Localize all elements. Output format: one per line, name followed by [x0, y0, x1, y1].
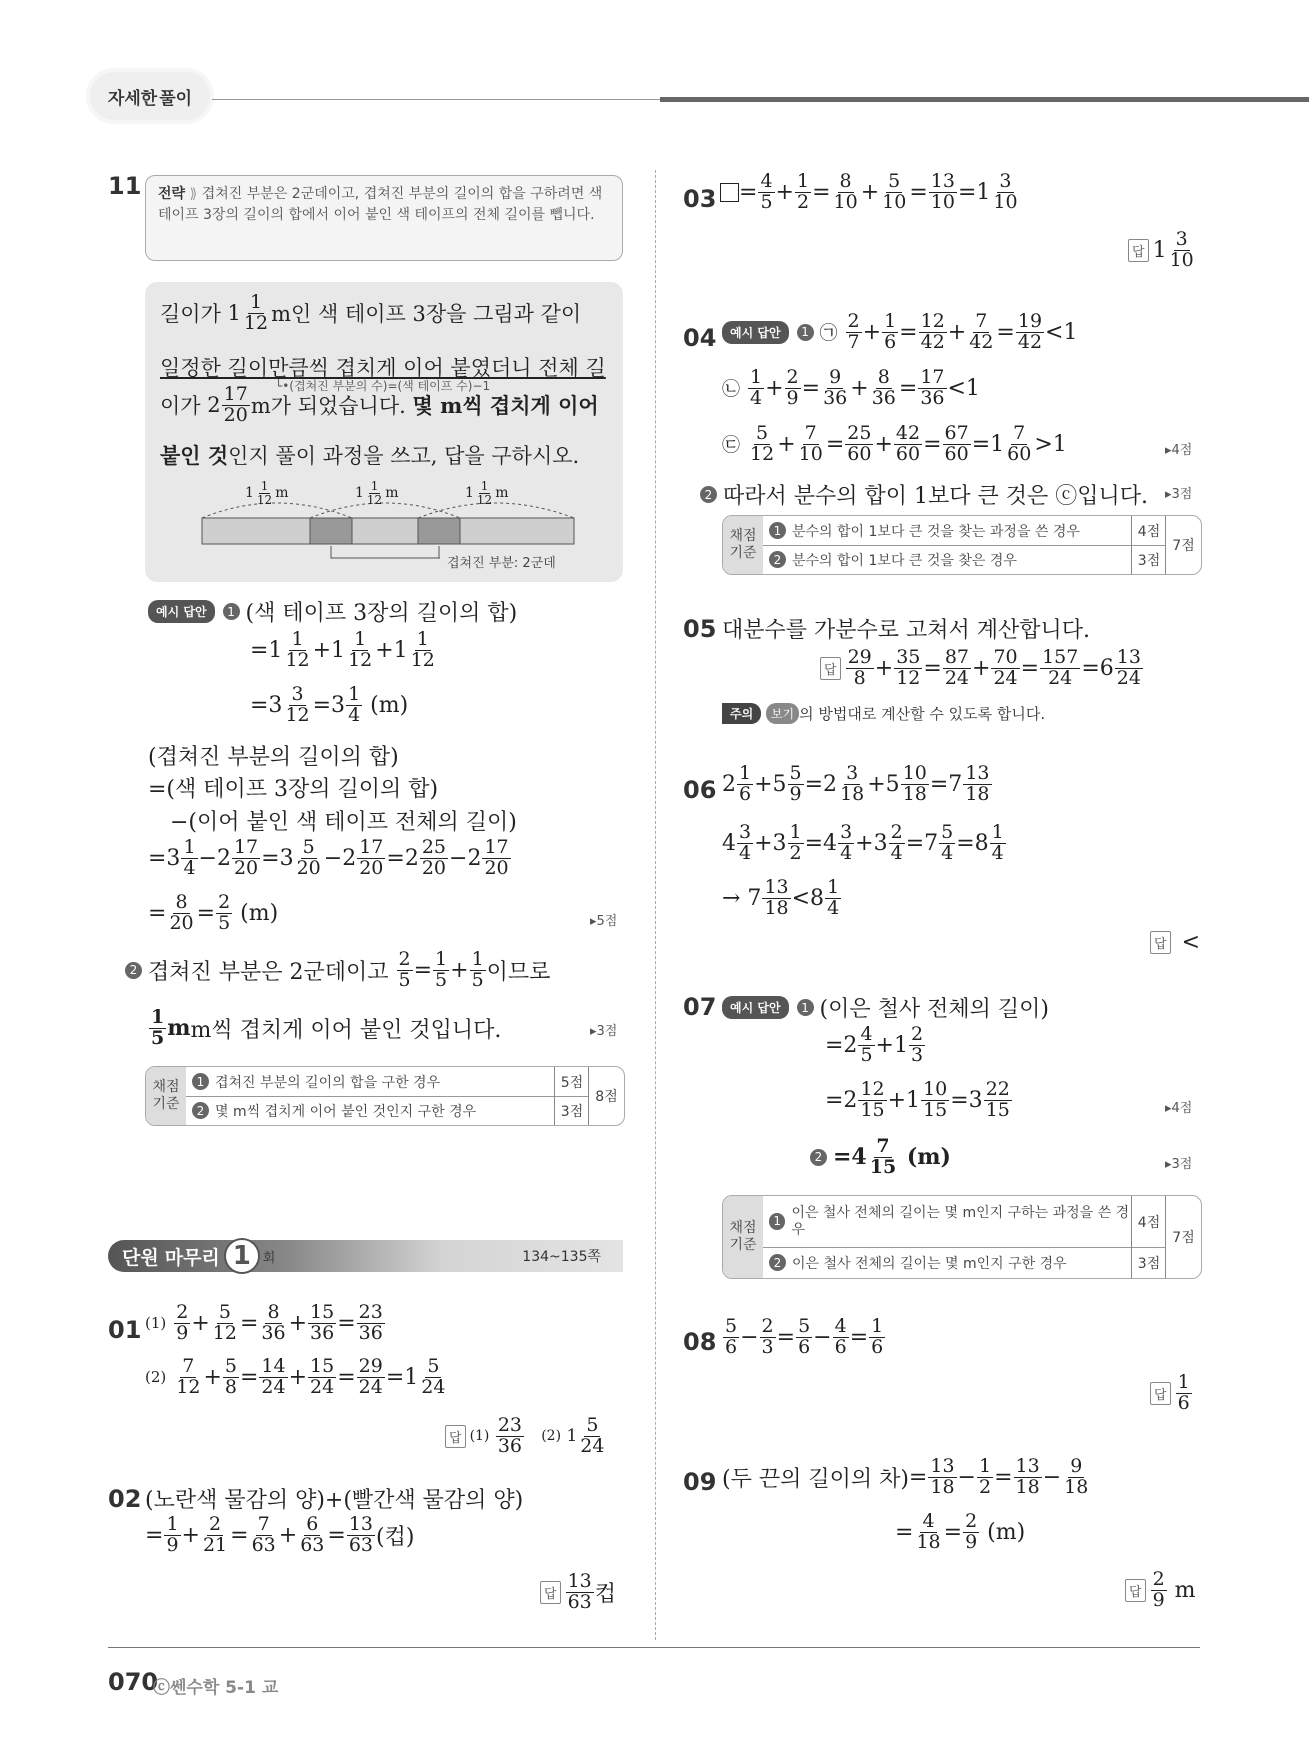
header-rule-thick — [660, 97, 1309, 102]
q07-step2: 2 =4 7 15 (m) — [810, 1137, 951, 1178]
q02-answer: 답 13 63 컵 — [540, 1572, 616, 1613]
fig-overlap-label: 겹쳐진 부분: 2군데 — [447, 556, 556, 571]
q11-line-s3: =(색 테이프 3장의 길이의 합) — [148, 777, 439, 802]
header-rule-thin — [212, 99, 660, 100]
q02-number: 02 — [108, 1485, 142, 1513]
q01-answer: 답 (1) 23 36 (2) 1 5 24 — [445, 1416, 607, 1457]
q09-eq2: = 4 18 = 2 9 (m) — [895, 1510, 1026, 1553]
q04-grading-table: 채점 기준 1 분수의 합이 1보다 큰 것을 찾는 과정을 쓴 경우 2 분수의 합이 1보다 큰 것을 찾은 경우 4점 3점 7점 — [722, 515, 1202, 575]
q07-number: 07 — [683, 993, 717, 1021]
footer-rule — [108, 1647, 1200, 1648]
q07-eq2: =2 12 15 +1 10 15 =3 22 15 — [825, 1078, 1010, 1121]
q09-number: 09 — [683, 1468, 717, 1496]
section-number: 1 — [224, 1238, 260, 1274]
strategy-label: 전략 — [158, 186, 186, 202]
q06-eq1: 2 1 6 +5 5 9 =2 3 18 +5 10 18 =7 13 18 — [722, 762, 990, 805]
q05-answer: 답 29 8 + 35 12 = 87 24 + 70 24 = 157 24 =6 13 24 — [820, 648, 1144, 689]
q09-answer: 답 2 9 m — [1125, 1570, 1196, 1611]
q05-number: 05 — [683, 615, 717, 643]
q07-eq1: =2 4 5 +1 2 3 — [825, 1023, 924, 1066]
q11-line-s2: (겹쳐진 부분의 길이의 합) — [148, 745, 399, 770]
q11-line-s4: −(이어 붙인 색 테이프 전체의 길이) — [170, 810, 517, 835]
q03-number: 03 — [683, 185, 717, 213]
q01-part1: (1) 2 9 + 5 12 = 8 36 + 15 36 = 23 36 — [145, 1301, 383, 1344]
q04-points-1: ▸4점 — [1165, 443, 1193, 458]
q04-points-2: ▸3점 — [1165, 487, 1193, 502]
q11-eq2: =3 3 12 =3 1 4 (m) — [250, 683, 409, 726]
problem-line-1: 길이가 1 1 12 m인 색 테이프 3장을 그림과 같이 — [160, 291, 582, 334]
q03-eq: = 4 5 + 1 2 = 8 10 + 5 10 = 13 10 =1 3 10 — [720, 172, 1021, 213]
q05-text: 대분수를 가분수로 고쳐서 계산합니다. — [722, 618, 1091, 643]
q07-grading-table: 채점 기준 1 이은 철사 전체의 길이는 몇 m인지 구하는 과정을 쓴 경우 2 이은 철사 전체의 길이는 몇 m인지 구한 경우 4점 3점 7점 — [722, 1195, 1202, 1279]
q04-line-c: ㉢ 5 12 + 7 10 = 25 60 + 42 60 = 67 60 =1 7 60 >1 — [722, 422, 1067, 465]
q05-caution: 주의 보기 의 방법대로 계산할 수 있도록 합니다. — [722, 703, 1045, 724]
section-pages: 134~135쪽 — [522, 1249, 601, 1265]
q06-number: 06 — [683, 776, 717, 804]
q02-eq: = 1 9 + 2 21 = 7 63 + 6 63 = 13 63 (컵) — [145, 1513, 415, 1556]
q04-conclusion: 2 따라서 분수의 합이 1보다 큰 것은 ⓒ입니다. — [700, 479, 1148, 510]
overlap-bracket — [331, 546, 439, 558]
section-header — [108, 1240, 623, 1272]
strategy-box: 전략 ⟫ 겹쳐진 부분은 2군데이고, 겹쳐진 부분의 길이의 합을 구하려면 색 테이프 3장의 길이의 합에서 이어 붙인 색 테이프의 전체 길이를 뺍니다. — [145, 175, 623, 261]
overlap-2 — [418, 518, 460, 544]
q08-number: 08 — [683, 1328, 717, 1356]
column-divider — [655, 170, 656, 1640]
q02-line1: (노란색 물감의 양)+(빨간색 물감의 양) — [145, 1488, 524, 1513]
fig-label-2: 1 1 12 m — [355, 479, 399, 507]
header-logo — [90, 72, 210, 120]
q11-eq4: = 8 20 = 2 5 (m) — [148, 891, 279, 934]
q11-eq3: =3 1 4 −2 17 20 =3 5 20 −2 17 20 =2 25 20 −2 17 20 — [148, 836, 509, 879]
q07-step1: 예시 답안 1 (이은 철사 전체의 길이) — [722, 992, 1049, 1023]
q01-number: 01 — [108, 1316, 142, 1344]
q01-part2: (2) 7 12 + 5 8 = 14 24 + 15 24 = 29 24 =1 5 24 — [145, 1355, 446, 1398]
bogi-badge: 보기 — [766, 703, 799, 724]
q09-eq1: (두 끈의 길이의 차) = 13 18 − 1 2 = 13 18 − 9 18 — [722, 1455, 1089, 1498]
q04-line-a: 예시 답안 1 ㉠ 2 7 + 1 6 = 12 42 + 7 42 = 19 42 <1 — [722, 312, 1077, 353]
caution-badge: 주의 — [722, 703, 761, 724]
q07-points-1: ▸4점 — [1165, 1101, 1193, 1116]
problem-line-2: 일정한 길이만큼씩 겹치게 이어 붙였더니 전체 길 — [160, 356, 606, 380]
q11-step1: 예시 답안 1 (색 테이프 3장의 길이의 합) — [148, 596, 517, 627]
q11-step2: 2 겹쳐진 부분은 2군데이고 2 5 = 1 5 + 1 5 이므로 — [125, 950, 550, 991]
q11-number: 11 — [108, 172, 142, 200]
tape-bar — [202, 518, 574, 544]
q04-number: 04 — [683, 324, 717, 352]
q11-step2-b: 1 5 m m씩 겹치게 이어 붙인 것입니다. — [151, 1006, 502, 1049]
q11-points-2: ▸3점 — [590, 1024, 618, 1039]
q11-grading-table: 채점 기준 1 겹쳐진 부분의 길이의 합을 구한 경우 2 몇 m씩 겹치게 이어 붙인 것인지 구한 경우 5점 3점 8점 — [145, 1066, 625, 1126]
q08-answer: 답 1 6 — [1150, 1373, 1193, 1414]
overlap-1 — [310, 518, 352, 544]
q06-answer: 답 < — [1150, 930, 1200, 955]
fig-label-3: 1 1 12 m — [465, 479, 509, 507]
section-title-b: 마무리 — [164, 1246, 220, 1269]
q04-line-b: ㉡ 1 4 + 2 9 = 9 36 + 8 36 = 17 36 <1 — [722, 366, 980, 409]
section-title-a: 단원 — [122, 1246, 159, 1269]
fig-label-1: 1 1 12 m — [245, 479, 289, 507]
logo-text-b: 풀이 — [159, 88, 193, 109]
footer-book-title: ⓒ쎈수학 5-1 교 — [153, 1678, 279, 1698]
footer-page-number: 070 — [108, 1668, 159, 1696]
problem-line-3: 이가 2 17 20 m가 되었습니다. 몇 m씩 겹치게 이어 — [160, 383, 599, 426]
q11-points-1: ▸5점 — [590, 914, 618, 929]
q08-eq: 5 6 − 2 3 = 5 6 − 4 6 = 1 6 — [725, 1315, 884, 1358]
problem-note: └•(겹쳐진 부분의 수)=(색 테이프 수)−1 — [275, 379, 491, 393]
q06-eq3: → 7 13 18 <8 1 4 — [722, 876, 840, 919]
logo-text-a: 자세한 — [107, 88, 158, 109]
q03-answer: 답 1 3 10 — [1128, 230, 1197, 271]
q06-eq2: 4 3 4 +3 1 2 =4 3 4 +3 2 4 =7 5 4 =8 1 4 — [722, 821, 1004, 864]
q11-eq1: =1 1 12 +1 1 12 +1 1 12 — [250, 628, 435, 671]
section-suffix: 회 — [262, 1250, 276, 1266]
strategy-text: 겹쳐진 부분은 2군데이고, 겹쳐진 부분의 길이의 합을 구하려면 색 테이프 3장의 길이의 합에서 이어 붙인 색 테이프의 전체 길이를 뺍니다. — [158, 186, 603, 223]
q07-points-2: ▸3점 — [1165, 1157, 1193, 1172]
problem-line-4: 붙인 것인지 풀이 과정을 쓰고, 답을 구하시오. — [160, 443, 580, 468]
